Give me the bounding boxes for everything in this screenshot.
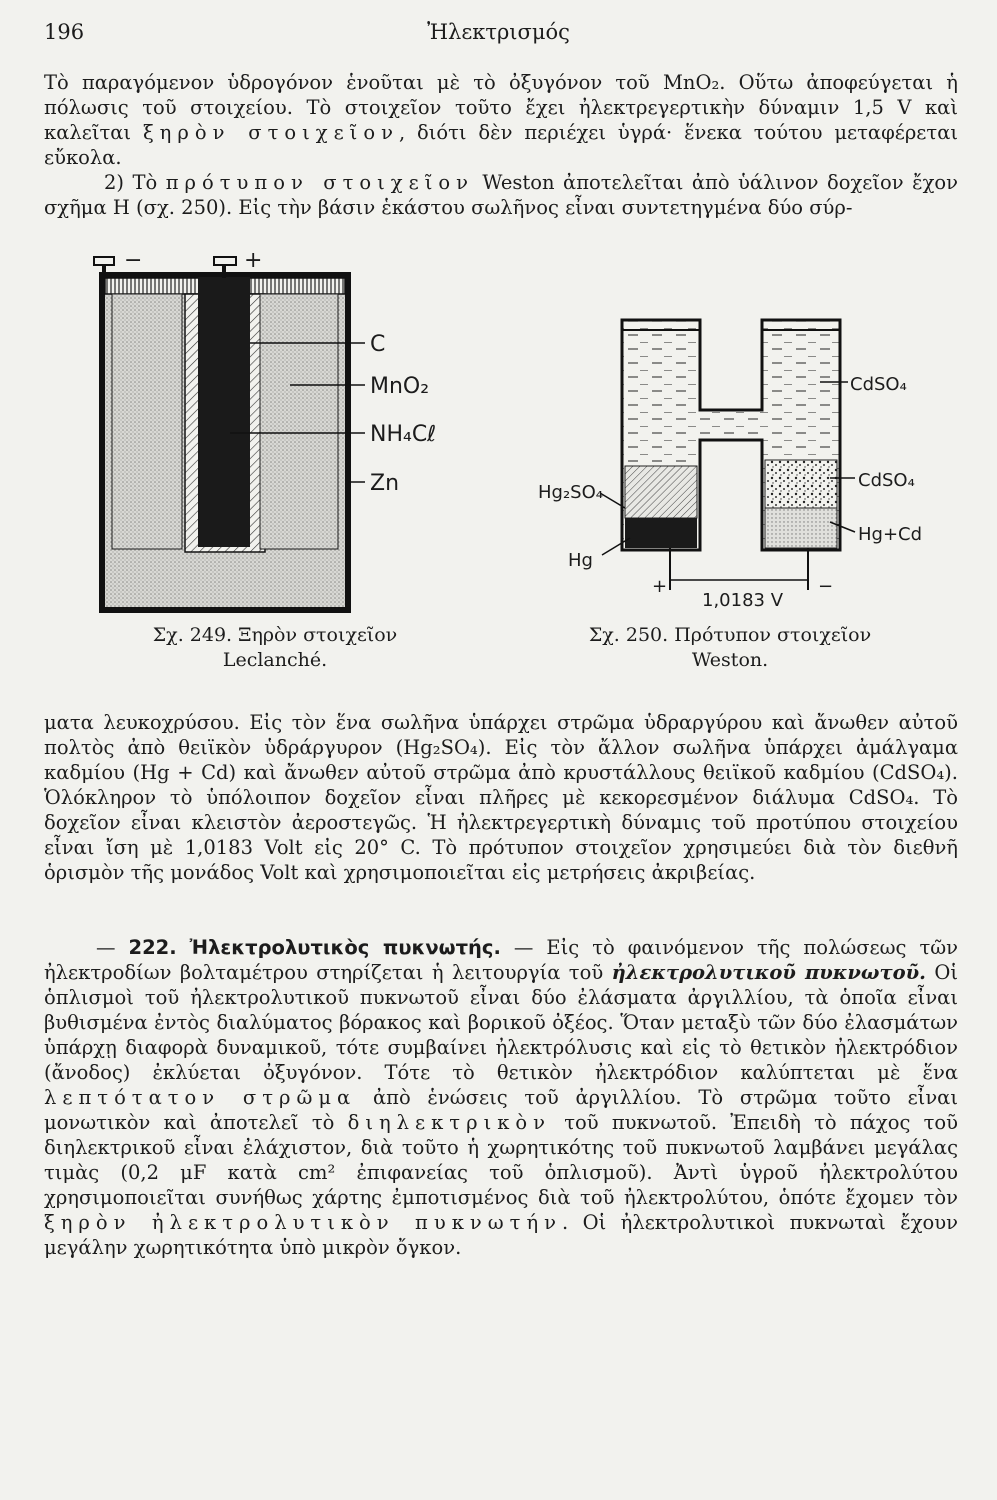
paragraph-text: Weston ἀποτελεῖται ἀπὸ ὑάλινον δοχεῖον ἔχον σχῆμα Η (σχ. 250). Εἰς τὴν βάσιν ἑκάστου σωλῆνος εἶναι συντετηγμένα δύο σύρ- <box>44 171 958 219</box>
section-222-electrolytic-capacitor <box>44 935 958 1260</box>
paragraph-dry-cell <box>44 70 958 170</box>
spaced-term: ξηρὸν ἠλεκτρολυτικὸν πυκνωτήν <box>44 1211 562 1234</box>
label-cadmium-amalgam: Hg+Cd <box>858 524 923 545</box>
spaced-term: ξηρὸν στοιχεῖον <box>142 121 399 144</box>
mno2-mix-left <box>112 294 182 549</box>
paragraph-weston-intro <box>44 170 958 220</box>
negative-terminal-label: − <box>124 248 143 273</box>
label-zinc: Zn <box>370 471 400 496</box>
label-cdso4-crystals: CdSO₄ <box>858 470 915 491</box>
paragraph-text: Τὸ παραγόμενον ὑδρογόνον ἑνοῦται μὲ τὸ ὀξυγόνον τοῦ MnO₂. Οὕτω ἀποφεύγεται ἡ πόλωσις τοῦ στοιχείου. Τὸ στοιχεῖον τοῦτο ἔχει ἠλεκτρεγερτικὴν δύναμιν 1,5 V καὶ καλεῖται <box>44 71 958 144</box>
label-carbon: C <box>370 332 386 357</box>
section-text: τοῦ πυκνωτοῦ. Ἐπειδὴ τὸ πάχος τοῦ διηλεκτρικοῦ εἶναι ἐλάχιστον, διὰ τοῦτο ἡ χωρητικότης τοῦ πυκνωτοῦ λαμβάνει μεγάλας τιμὰς (0,2 μF κατὰ cm² ἐπιφανείας τοῦ ὁπλισμοῦ). Ἀντὶ ὑγροῦ ἠλεκτρολύτου χρησιμοποιεῖται συνήθως χάρτης ἐμποτισμένος διὰ τοῦ ἠλεκτρολύτου, ὁπότε ἔχομεν τὸν <box>44 1111 958 1209</box>
caption-line: Σχ. 250. Πρότυπον στοιχεῖον <box>588 624 872 646</box>
positive-terminal-cap <box>214 257 236 265</box>
label-hg2so4: Hg₂SO₄ <box>538 482 603 503</box>
caption-line: Σχ. 249. Ξηρὸν στοιχεῖον <box>152 624 398 646</box>
section-title: Ἠλεκτρολυτικὸς πυκνωτής. <box>189 936 501 959</box>
voltage-label: 1,0183 V <box>702 590 784 611</box>
mercury-layer <box>625 518 697 548</box>
section-text: Οἱ ὁπλισμοὶ τοῦ ἠλεκτρολυτικοῦ πυκνωτοῦ εἶναι δύο ἐλάσματα ἀργιλλίου, τὰ ὁποῖα εἶναι βυθισμένα ἐντὸς διαλύματος βόρακος καὶ βορικοῦ ὀξέος. Ὅταν μεταξὺ τῶν δύο ἐλασμάτων ὑπάρχῃ διαφορὰ δυναμικοῦ, τότε συμβαίνει ἠλεκτρόλυσις καὶ εἰς τὸ θετικὸν ἠλεκτρόδιον (ἄνοδος) ἐκλύεται ὀξυγόνον. Τότε τὸ θετικὸν ἠλεκτρόδιον καλύπτεται μὲ ἕνα <box>44 961 958 1084</box>
spaced-term: λεπτότατον στρῶμα <box>44 1086 357 1109</box>
running-title: Ἠλεκτρισμός <box>427 20 570 44</box>
section-dash: — <box>96 936 116 959</box>
paragraph-weston-description: ματα λευκοχρύσου. Εἰς τὸν ἕνα σωλῆνα ὑπάρχει στρῶμα ὑδραργύρου καὶ ἄνωθεν αὐτοῦ πολτὸς ἀπὸ θειϊκὸν ὑδράργυρον (Hg₂SO₄). Εἰς τὸν ἄλλον σωλῆνα ὑπάρχει ἀμάλγαμα καδμίου (Hg + Cd) καὶ ἄνωθεν αὐτοῦ στρῶμα ἀπὸ κρυστάλλους θειϊκοῦ καδμίου (CdSO₄). Ὁλόκληρον τὸ ὑπόλοιπον δοχεῖον εἶναι πλῆρες μὲ κεκορεσμένον διάλυμα CdSO₄. Τὸ δοχεῖον εἶναι κλειστὸν ἀεροστεγῶς. Ἡ ἠλεκτρεγερτικὴ δύναμις τοῦ προτύπου στοιχείου εἶναι ἴση μὲ 1,0183 Volt εἰς 20° C. Τὸ πρότυπον στοιχεῖον χρησιμεύει διὰ τὸν διεθνῆ ὁρισμὸν τῆς μονάδος Volt καὶ χρησιμοποιεῖται εἰς μετρήσεις ἀκριβείας. <box>44 711 958 884</box>
label-mno2: MnO₂ <box>370 374 430 399</box>
paragraph-text: 2) Τὸ <box>104 171 166 194</box>
spaced-term: πρότυπον στοιχεῖον <box>165 171 474 194</box>
mno2-mix-right <box>260 294 338 549</box>
caption-line: Leclanché. <box>222 649 328 671</box>
label-nh4cl: NH₄Cℓ <box>370 422 437 447</box>
emphasized-term: ἠλεκτρολυτικοῦ πυκνωτοῦ. <box>611 961 926 984</box>
hg2so4-paste <box>625 466 697 518</box>
carbon-rod <box>198 277 250 547</box>
spaced-term: διηλεκτρικὸν <box>347 1111 551 1134</box>
section-text: ἀπὸ ἑνώσεις τοῦ ἀργιλλίου. Τὸ στρῶμα τοῦτο εἶναι μονωτικὸν καὶ ἀποτελεῖ τὸ <box>44 1086 958 1134</box>
weston-plus-label: + <box>652 576 668 597</box>
weston-minus-label: − <box>818 576 834 597</box>
figure-250-caption <box>570 623 890 673</box>
section-text: — Εἰς τὸ φαινόμενον τῆς πολώσεως τῶν ἠλεκτροδίων βολταμέτρου στηρίζεται ἡ λειτουργία τοῦ <box>44 936 959 984</box>
cadmium-amalgam <box>765 508 837 548</box>
page-number: 196 <box>44 20 85 44</box>
section-text: . Οἱ ἠλεκτρολυτικοὶ πυκνωταὶ ἔχουν μεγάλην χωρητικότητα ὑπὸ μικρὸν ὄγκον. <box>44 1211 958 1259</box>
caption-line: Weston. <box>691 649 769 671</box>
figure-weston-cell <box>530 300 970 620</box>
paragraph-text: , διότι δὲν περιέχει ὑγρά· ἕνεκα τούτου μεταφέρεται εὔκολα. <box>44 121 959 169</box>
figure-leclanche-dry-cell <box>90 245 470 620</box>
positive-terminal-label: + <box>244 248 263 273</box>
label-mercury: Hg <box>568 550 593 571</box>
cdso4-crystals <box>765 460 837 508</box>
negative-terminal-cap <box>94 257 114 265</box>
figure-249-caption <box>150 623 400 673</box>
section-number: 222. <box>128 936 177 959</box>
label-cdso4-solution: CdSO₄ <box>850 374 907 395</box>
